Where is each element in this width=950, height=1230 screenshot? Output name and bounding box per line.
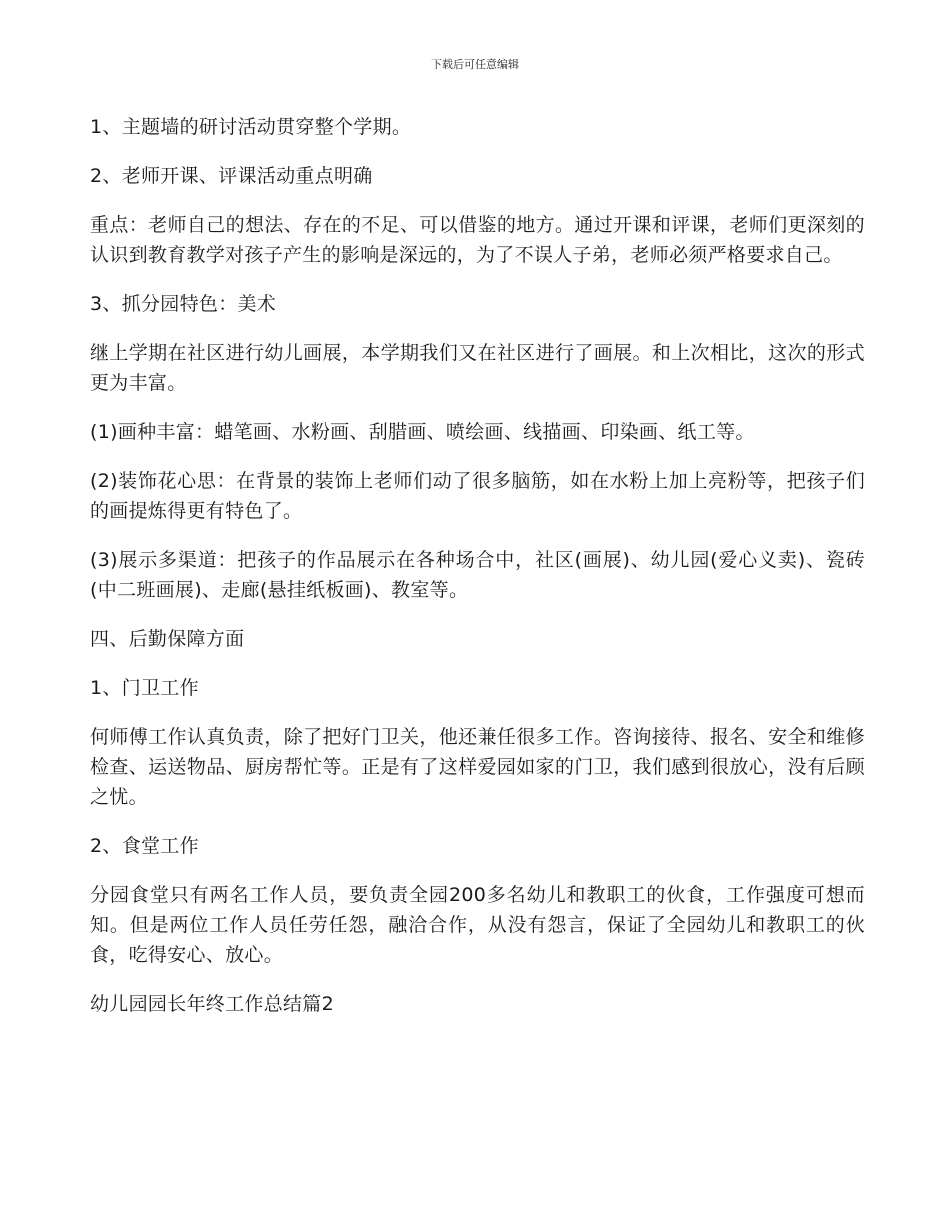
list-item-canteen-work: 2、食堂工作 bbox=[90, 835, 199, 857]
paragraph-guard: 何师傅工作认真负责，除了把好门卫关，他还兼任很多工作。咨询接待、报名、安全和维修检查、运送物品、厨房帮忙等。正是有了这样爱园如家的门卫，我们感到很放心，没有后顾之忧。 bbox=[90, 726, 865, 808]
page-header: 下载后可任意编辑 bbox=[431, 58, 519, 71]
paragraph-focus: 重点：老师自己的想法、存在的不足、可以借鉴的地方。通过开课和评课，老师们更深刻的认识到教育教学对孩子产生的影响是深远的，为了不误人子弟，老师必须严格要求自己。 bbox=[90, 214, 865, 266]
list-item-painting-types: (1)画种丰富：蜡笔画、水粉画、刮腊画、喷绘画、线描画、印染画、纸工等。 bbox=[90, 421, 755, 443]
document-body bbox=[90, 112, 865, 1038]
list-item-theme-wall: 1、主题墙的研讨活动贯穿整个学期。 bbox=[90, 116, 412, 138]
paragraph-canteen: 分园食堂只有两名工作人员，要负责全园200多名幼儿和教职工的伙食，工作强度可想而知。但是两位工作人员任劳任怨，融洽合作，从没有怨言，保证了全园幼儿和教职工的伙食，吃得安心、放心。 bbox=[90, 884, 865, 966]
section-title-part2: 幼儿园园长年终工作总结篇2 bbox=[90, 993, 334, 1015]
list-item-art-feature: 3、抓分园特色：美术 bbox=[90, 293, 277, 315]
paragraph-exhibition: 继上学期在社区进行幼儿画展，本学期我们又在社区进行了画展。和上次相比，这次的形式更为丰富。 bbox=[90, 342, 865, 394]
list-item-decoration: (2)装饰花心思：在背景的装饰上老师们动了很多脑筋，如在水粉上加上亮粉等，把孩子们的画提炼得更有特色了。 bbox=[90, 470, 865, 522]
list-item-lessons: 2、老师开课、评课活动重点明确 bbox=[90, 165, 373, 187]
section-heading-logistics: 四、后勤保障方面 bbox=[90, 628, 245, 650]
list-item-display-channels: (3)展示多渠道：把孩子的作品展示在各种场合中，社区(画展)、幼儿园(爱心义卖)、瓷砖(中二班画展)、走廊(悬挂纸板画)、教室等。 bbox=[90, 549, 865, 601]
list-item-guard-work: 1、门卫工作 bbox=[90, 677, 199, 699]
